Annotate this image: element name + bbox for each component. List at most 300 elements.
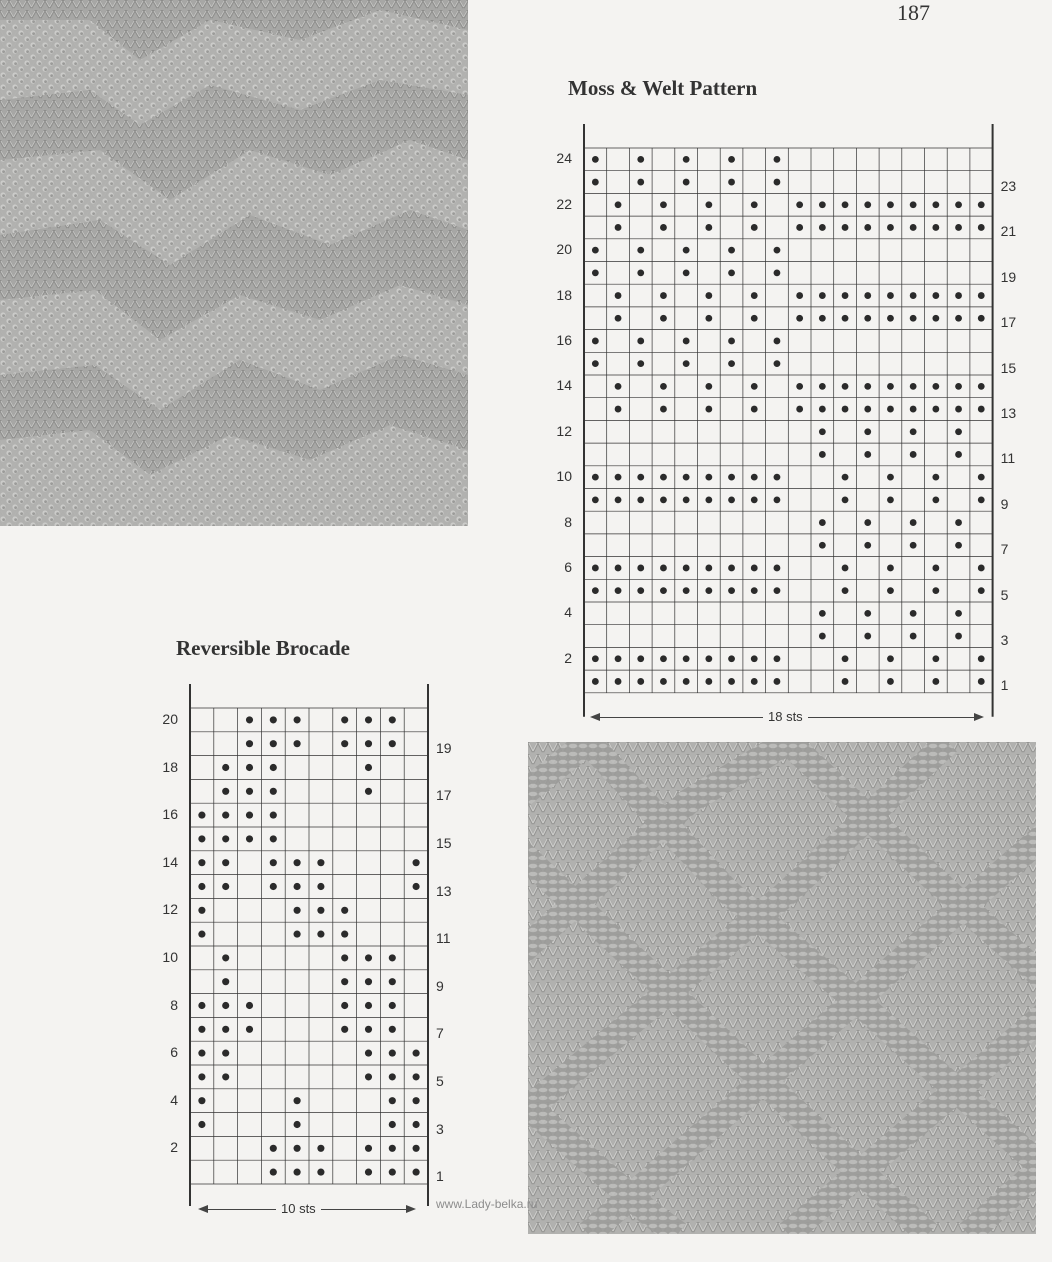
- moss-purl-dot: [615, 496, 622, 503]
- moss-purl-dot: [774, 156, 781, 163]
- moss-row-label-left: 20: [556, 241, 572, 258]
- brocade-purl-dot: [270, 740, 277, 747]
- moss-purl-dot: [705, 383, 712, 390]
- brocade-row-label-left: 16: [162, 806, 178, 823]
- moss-purl-dot: [592, 565, 599, 572]
- brocade-width-label: 10 sts: [276, 1201, 321, 1216]
- moss-purl-dot: [932, 406, 939, 413]
- moss-row-label-right: 5: [1000, 586, 1009, 603]
- moss-purl-dot: [705, 406, 712, 413]
- moss-purl-dot: [728, 678, 735, 685]
- brocade-purl-dot: [294, 907, 301, 914]
- moss-purl-dot: [978, 474, 985, 481]
- brocade-purl-dot: [222, 1050, 229, 1057]
- brocade-purl-dot: [294, 859, 301, 866]
- moss-purl-dot: [728, 156, 735, 163]
- moss-purl-dot: [592, 338, 599, 345]
- moss-row-label-right: 7: [1000, 541, 1009, 558]
- brocade-purl-dot: [246, 716, 253, 723]
- brocade-purl-dot: [270, 883, 277, 890]
- moss-purl-dot: [751, 224, 758, 231]
- moss-purl-dot: [887, 201, 894, 208]
- moss-purl-dot: [887, 224, 894, 231]
- moss-purl-dot: [728, 179, 735, 186]
- moss-purl-dot: [774, 179, 781, 186]
- brocade-purl-dot: [341, 1026, 348, 1033]
- moss-purl-dot: [592, 247, 599, 254]
- moss-purl-dot: [751, 565, 758, 572]
- moss-purl-dot: [774, 474, 781, 481]
- moss-purl-dot: [887, 678, 894, 685]
- moss-purl-dot: [637, 587, 644, 594]
- moss-purl-dot: [796, 224, 803, 231]
- moss-welt-swatch-photo: [0, 0, 468, 526]
- moss-purl-dot: [910, 406, 917, 413]
- moss-purl-dot: [751, 496, 758, 503]
- moss-purl-dot: [683, 179, 690, 186]
- brocade-purl-dot: [341, 954, 348, 961]
- moss-purl-dot: [864, 451, 871, 458]
- moss-purl-dot: [615, 292, 622, 299]
- moss-purl-dot: [842, 315, 849, 322]
- moss-purl-dot: [683, 496, 690, 503]
- brocade-purl-dot: [294, 716, 301, 723]
- moss-purl-dot: [615, 678, 622, 685]
- brocade-purl-dot: [389, 1002, 396, 1009]
- moss-purl-dot: [615, 201, 622, 208]
- brocade-purl-dot: [365, 764, 372, 771]
- brocade-row-label-right: 13: [436, 882, 452, 899]
- moss-purl-dot: [751, 655, 758, 662]
- brocade-purl-dot: [198, 1002, 205, 1009]
- moss-row-label-right: 19: [1000, 268, 1017, 285]
- moss-row-label-left: 8: [564, 513, 572, 530]
- moss-purl-dot: [728, 474, 735, 481]
- moss-purl-dot: [842, 565, 849, 572]
- moss-purl-dot: [910, 633, 917, 640]
- moss-purl-dot: [660, 496, 667, 503]
- brocade-purl-dot: [389, 1169, 396, 1176]
- moss-purl-dot: [887, 655, 894, 662]
- moss-purl-dot: [932, 496, 939, 503]
- moss-purl-dot: [637, 360, 644, 367]
- moss-purl-dot: [592, 678, 599, 685]
- moss-purl-dot: [887, 383, 894, 390]
- moss-purl-dot: [978, 224, 985, 231]
- moss-purl-dot: [751, 678, 758, 685]
- moss-row-label-right: 17: [1000, 314, 1017, 331]
- moss-row-label-right: 3: [1000, 632, 1009, 649]
- brocade-purl-dot: [341, 978, 348, 985]
- brocade-purl-dot: [246, 812, 253, 819]
- moss-purl-dot: [819, 610, 826, 617]
- moss-purl-dot: [842, 383, 849, 390]
- brocade-chart: [188, 684, 430, 1206]
- moss-purl-dot: [842, 587, 849, 594]
- brocade-purl-dot: [270, 835, 277, 842]
- moss-purl-dot: [932, 587, 939, 594]
- moss-purl-dot: [978, 383, 985, 390]
- moss-purl-dot: [796, 201, 803, 208]
- moss-purl-dot: [864, 428, 871, 435]
- moss-row-label-left: 10: [556, 468, 572, 485]
- moss-purl-dot: [932, 315, 939, 322]
- brocade-purl-dot: [413, 1073, 420, 1080]
- brocade-purl-dot: [294, 1121, 301, 1128]
- moss-purl-dot: [615, 565, 622, 572]
- moss-purl-dot: [774, 269, 781, 276]
- moss-row-label-right: 11: [1000, 450, 1016, 467]
- brocade-purl-dot: [222, 788, 229, 795]
- moss-purl-dot: [705, 678, 712, 685]
- brocade-purl-dot: [222, 835, 229, 842]
- brocade-purl-dot: [413, 1121, 420, 1128]
- moss-purl-dot: [660, 406, 667, 413]
- moss-purl-dot: [683, 565, 690, 572]
- brocade-purl-dot: [270, 788, 277, 795]
- moss-purl-dot: [932, 655, 939, 662]
- moss-purl-dot: [955, 610, 962, 617]
- moss-purl-dot: [978, 587, 985, 594]
- brocade-purl-dot: [222, 1002, 229, 1009]
- moss-purl-dot: [842, 496, 849, 503]
- moss-purl-dot: [705, 315, 712, 322]
- moss-purl-dot: [932, 292, 939, 299]
- brocade-row-label-left: 18: [162, 758, 178, 775]
- brocade-row-label-right: 5: [436, 1072, 444, 1089]
- moss-purl-dot: [955, 519, 962, 526]
- moss-purl-dot: [796, 292, 803, 299]
- brocade-purl-dot: [317, 1169, 324, 1176]
- brocade-purl-dot: [389, 954, 396, 961]
- brocade-purl-dot: [317, 883, 324, 890]
- moss-purl-dot: [864, 383, 871, 390]
- moss-purl-dot: [932, 678, 939, 685]
- moss-purl-dot: [910, 451, 917, 458]
- moss-row-label-left: 18: [556, 286, 572, 303]
- brocade-purl-dot: [365, 978, 372, 985]
- brocade-purl-dot: [270, 716, 277, 723]
- brocade-purl-dot: [294, 883, 301, 890]
- brocade-purl-dot: [389, 1097, 396, 1104]
- moss-purl-dot: [683, 156, 690, 163]
- moss-purl-dot: [910, 519, 917, 526]
- brocade-row-label-left: 12: [162, 901, 178, 918]
- moss-purl-dot: [705, 587, 712, 594]
- brocade-purl-dot: [389, 978, 396, 985]
- moss-purl-dot: [819, 224, 826, 231]
- brocade-purl-dot: [413, 1050, 420, 1057]
- brocade-purl-dot: [270, 1145, 277, 1152]
- moss-purl-dot: [637, 655, 644, 662]
- brocade-purl-dot: [198, 835, 205, 842]
- moss-row-label-left: 16: [556, 331, 572, 348]
- moss-purl-dot: [842, 474, 849, 481]
- moss-purl-dot: [683, 247, 690, 254]
- moss-purl-dot: [864, 610, 871, 617]
- moss-purl-dot: [887, 292, 894, 299]
- moss-purl-dot: [637, 269, 644, 276]
- moss-purl-dot: [955, 542, 962, 549]
- moss-purl-dot: [774, 496, 781, 503]
- moss-purl-dot: [910, 542, 917, 549]
- brocade-purl-dot: [294, 740, 301, 747]
- brocade-purl-dot: [270, 1169, 277, 1176]
- moss-row-label-left: 14: [556, 377, 572, 394]
- moss-purl-dot: [819, 292, 826, 299]
- brocade-purl-dot: [222, 954, 229, 961]
- brocade-purl-dot: [365, 1145, 372, 1152]
- moss-purl-dot: [592, 156, 599, 163]
- moss-purl-dot: [864, 406, 871, 413]
- moss-purl-dot: [955, 224, 962, 231]
- brocade-row-label-right: 11: [436, 930, 451, 947]
- moss-purl-dot: [660, 315, 667, 322]
- moss-purl-dot: [751, 383, 758, 390]
- moss-purl-dot: [683, 360, 690, 367]
- brocade-purl-dot: [341, 907, 348, 914]
- moss-purl-dot: [615, 383, 622, 390]
- moss-purl-dot: [683, 269, 690, 276]
- moss-purl-dot: [955, 633, 962, 640]
- moss-purl-dot: [774, 247, 781, 254]
- brocade-purl-dot: [270, 812, 277, 819]
- moss-row-label-right: 21: [1000, 223, 1017, 240]
- brocade-purl-dot: [198, 1026, 205, 1033]
- moss-purl-dot: [728, 360, 735, 367]
- moss-purl-dot: [955, 383, 962, 390]
- brocade-purl-dot: [246, 740, 253, 747]
- moss-purl-dot: [978, 655, 985, 662]
- brocade-purl-dot: [198, 1050, 205, 1057]
- moss-purl-dot: [910, 428, 917, 435]
- brocade-row-label-right: 19: [436, 739, 452, 756]
- brocade-purl-dot: [365, 716, 372, 723]
- moss-purl-dot: [819, 315, 826, 322]
- moss-row-label-left: 4: [564, 604, 572, 621]
- moss-purl-dot: [842, 406, 849, 413]
- moss-purl-dot: [932, 224, 939, 231]
- brocade-row-label-left: 20: [162, 710, 178, 727]
- moss-purl-dot: [728, 565, 735, 572]
- brocade-purl-dot: [389, 1026, 396, 1033]
- brocade-row-label-right: 7: [436, 1025, 444, 1042]
- moss-purl-dot: [842, 678, 849, 685]
- brocade-purl-dot: [413, 883, 420, 890]
- moss-purl-dot: [592, 179, 599, 186]
- moss-purl-dot: [592, 587, 599, 594]
- moss-purl-dot: [637, 179, 644, 186]
- moss-row-label-left: 12: [556, 422, 572, 439]
- moss-purl-dot: [705, 224, 712, 231]
- brocade-purl-dot: [294, 931, 301, 938]
- moss-purl-dot: [705, 655, 712, 662]
- moss-purl-dot: [864, 633, 871, 640]
- brocade-purl-dot: [365, 1169, 372, 1176]
- moss-purl-dot: [978, 565, 985, 572]
- moss-purl-dot: [615, 224, 622, 231]
- moss-purl-dot: [910, 610, 917, 617]
- moss-purl-dot: [932, 383, 939, 390]
- moss-purl-dot: [864, 292, 871, 299]
- brocade-purl-dot: [198, 907, 205, 914]
- moss-purl-dot: [660, 655, 667, 662]
- moss-purl-dot: [637, 474, 644, 481]
- moss-purl-dot: [819, 428, 826, 435]
- moss-purl-dot: [774, 678, 781, 685]
- brocade-purl-dot: [270, 859, 277, 866]
- watermark: www.Lady-belka.ru: [436, 1197, 538, 1211]
- brocade-purl-dot: [294, 1097, 301, 1104]
- brocade-purl-dot: [317, 907, 324, 914]
- brocade-purl-dot: [198, 1097, 205, 1104]
- moss-welt-chart: [582, 124, 995, 717]
- moss-purl-dot: [592, 269, 599, 276]
- brocade-row-label-left: 14: [162, 853, 178, 870]
- brocade-row-label-right: 3: [436, 1120, 444, 1137]
- brocade-purl-dot: [222, 812, 229, 819]
- moss-purl-dot: [751, 201, 758, 208]
- moss-purl-dot: [887, 587, 894, 594]
- moss-purl-dot: [637, 156, 644, 163]
- moss-purl-dot: [955, 315, 962, 322]
- moss-purl-dot: [932, 565, 939, 572]
- moss-purl-dot: [978, 201, 985, 208]
- moss-purl-dot: [637, 496, 644, 503]
- brocade-purl-dot: [389, 1050, 396, 1057]
- moss-purl-dot: [955, 292, 962, 299]
- moss-purl-dot: [705, 565, 712, 572]
- brocade-purl-dot: [198, 931, 205, 938]
- moss-purl-dot: [842, 292, 849, 299]
- moss-purl-dot: [637, 338, 644, 345]
- moss-purl-dot: [774, 655, 781, 662]
- brocade-purl-dot: [246, 1026, 253, 1033]
- moss-width-label: 18 sts: [763, 709, 808, 724]
- brocade-row-label-left: 4: [170, 1091, 178, 1108]
- moss-purl-dot: [660, 383, 667, 390]
- moss-purl-dot: [774, 360, 781, 367]
- brocade-purl-dot: [389, 716, 396, 723]
- brocade-row-label-left: 2: [170, 1139, 178, 1156]
- moss-purl-dot: [683, 474, 690, 481]
- moss-purl-dot: [728, 269, 735, 276]
- moss-purl-dot: [910, 224, 917, 231]
- moss-purl-dot: [751, 474, 758, 481]
- brocade-purl-dot: [317, 859, 324, 866]
- moss-purl-dot: [637, 565, 644, 572]
- moss-purl-dot: [819, 633, 826, 640]
- moss-purl-dot: [864, 315, 871, 322]
- brocade-purl-dot: [365, 1026, 372, 1033]
- moss-purl-dot: [978, 496, 985, 503]
- moss-purl-dot: [660, 292, 667, 299]
- moss-purl-dot: [728, 655, 735, 662]
- brocade-purl-dot: [246, 788, 253, 795]
- brocade-purl-dot: [365, 740, 372, 747]
- brocade-purl-dot: [317, 931, 324, 938]
- moss-purl-dot: [932, 474, 939, 481]
- brocade-row-label-right: 1: [436, 1168, 444, 1185]
- brocade-purl-dot: [198, 1073, 205, 1080]
- brocade-purl-dot: [389, 1145, 396, 1152]
- moss-purl-dot: [978, 678, 985, 685]
- brocade-purl-dot: [198, 812, 205, 819]
- brocade-purl-dot: [222, 883, 229, 890]
- moss-purl-dot: [592, 655, 599, 662]
- brocade-purl-dot: [198, 1121, 205, 1128]
- moss-purl-dot: [728, 496, 735, 503]
- moss-purl-dot: [705, 496, 712, 503]
- moss-purl-dot: [683, 338, 690, 345]
- brocade-purl-dot: [365, 1073, 372, 1080]
- brocade-purl-dot: [365, 954, 372, 961]
- brocade-purl-dot: [413, 859, 420, 866]
- moss-purl-dot: [819, 451, 826, 458]
- moss-purl-dot: [978, 406, 985, 413]
- moss-purl-dot: [751, 587, 758, 594]
- brocade-purl-dot: [198, 883, 205, 890]
- brocade-purl-dot: [198, 859, 205, 866]
- moss-purl-dot: [683, 587, 690, 594]
- brocade-purl-dot: [270, 764, 277, 771]
- moss-purl-dot: [637, 678, 644, 685]
- moss-purl-dot: [774, 338, 781, 345]
- moss-purl-dot: [683, 678, 690, 685]
- brocade-purl-dot: [246, 764, 253, 771]
- moss-purl-dot: [819, 406, 826, 413]
- moss-purl-dot: [978, 292, 985, 299]
- moss-row-label-right: 9: [1000, 495, 1009, 512]
- moss-purl-dot: [796, 315, 803, 322]
- moss-purl-dot: [864, 201, 871, 208]
- moss-purl-dot: [910, 383, 917, 390]
- moss-purl-dot: [978, 315, 985, 322]
- moss-purl-dot: [728, 247, 735, 254]
- moss-row-label-right: 15: [1000, 359, 1017, 376]
- moss-purl-dot: [751, 406, 758, 413]
- moss-purl-dot: [660, 565, 667, 572]
- moss-purl-dot: [955, 428, 962, 435]
- moss-row-label-left: 22: [556, 195, 572, 212]
- moss-purl-dot: [660, 474, 667, 481]
- brocade-purl-dot: [246, 1002, 253, 1009]
- brocade-row-label-right: 15: [436, 834, 452, 851]
- moss-purl-dot: [887, 565, 894, 572]
- moss-purl-dot: [774, 565, 781, 572]
- moss-purl-dot: [592, 474, 599, 481]
- moss-purl-dot: [955, 451, 962, 458]
- moss-purl-dot: [842, 655, 849, 662]
- moss-purl-dot: [819, 542, 826, 549]
- moss-row-label-left: 6: [564, 558, 572, 575]
- brocade-purl-dot: [222, 764, 229, 771]
- moss-purl-dot: [637, 247, 644, 254]
- moss-purl-dot: [683, 655, 690, 662]
- moss-purl-dot: [910, 201, 917, 208]
- moss-purl-dot: [705, 474, 712, 481]
- moss-purl-dot: [932, 201, 939, 208]
- moss-purl-dot: [842, 224, 849, 231]
- moss-purl-dot: [842, 201, 849, 208]
- brocade-purl-dot: [222, 859, 229, 866]
- moss-row-label-left: 2: [564, 649, 572, 666]
- brocade-purl-dot: [341, 1002, 348, 1009]
- moss-purl-dot: [887, 406, 894, 413]
- brocade-purl-dot: [341, 931, 348, 938]
- moss-purl-dot: [615, 474, 622, 481]
- moss-purl-dot: [887, 496, 894, 503]
